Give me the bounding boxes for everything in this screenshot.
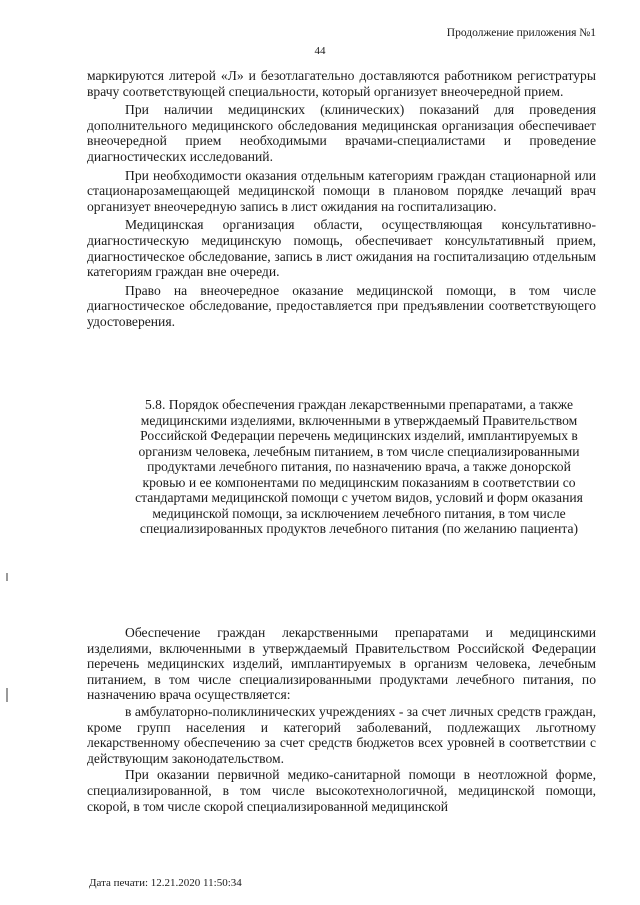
paragraph: При оказании первичной медико-санитарной помощи в неотложной форме, специализированной, в том числе высокотехнологичной, медицинской помощи, скорой, в том числе скорой специализированной медицинской xyxy=(87,767,596,814)
scan-margin-mark xyxy=(6,688,8,702)
paragraph: При наличии медицинских (клинических) показаний для проведения дополнительного медицинского обследования медицинская организация обеспечивает внеочередной прием необходимыми врачами-специалистами и проведение диагностических исследований. xyxy=(87,102,596,164)
page-number: 44 xyxy=(314,45,326,57)
appendix-continuation-label: Продолжение приложения №1 xyxy=(446,27,596,39)
paragraph: Обеспечение граждан лекарственными препаратами и медицинскими изделиями, включенными в утверждаемый Правительством Российской Федерации перечень медицинских изделий, имплантируемых в организм человека, лечебным питанием, в том числе специализированными продуктами лечебного питания, по назначению врача осуществляется: xyxy=(87,625,596,703)
paragraph: в амбулаторно-поликлинических учреждениях - за счет личных средств граждан, кроме групп населения и категорий заболеваний, подлежащих льготному лекарственному обеспечению за счет средств бюджетов всех уровней в соответствии с действующим законодательством. xyxy=(87,703,596,766)
paragraph: Право на внеочередное оказание медицинской помощи, в том числе диагностическое обследование, предоставляется при предъявлении соответствующего удостоверения. xyxy=(87,282,596,329)
paragraph: При необходимости оказания отдельным категориям граждан стационарной или стационарозамещающей медицинской помощи в плановом порядке лечащий врач организует внеочередную запись в лист ожидания на госпитализацию. xyxy=(87,167,596,214)
section-heading: 5.8. Порядок обеспечения граждан лекарственными препаратами, а также медицинскими изделиями, включенными в утверждаемый Правительством Российской Федерации перечень медицинских изделий, имплантируемых в организм человека, лечебным питанием, в том числе специализированными продуктами лечебного питания, по назначению врача, а также донорской кровью и ее компонентами по медицинским показаниям в соответствии со стандартами медицинской помощи с учетом видов, условий и форм оказания медицинской помощи, за исключением лечебного питания, в том числе специализированных продуктов лечебного питания (по желанию пациента) xyxy=(135,397,583,536)
paragraph: Медицинская организация области, осуществляющая консультативно-диагностическую медицинскую помощь, обеспечивает консультативный прием, диагностическое обследование, запись в лист ожидания на госпитализацию отдельным категориям граждан вне очереди. xyxy=(87,217,596,280)
body-text-top xyxy=(87,68,596,330)
paragraph: маркируются литерой «Л» и безотлагательно доставляются работником регистратуры врачу соответствующей специальности, который организует внеочередной прием. xyxy=(87,68,596,99)
body-text-bottom xyxy=(87,625,596,814)
print-date: Дата печати: 12.21.2020 11:50:34 xyxy=(89,877,242,889)
scan-margin-mark xyxy=(6,573,8,581)
